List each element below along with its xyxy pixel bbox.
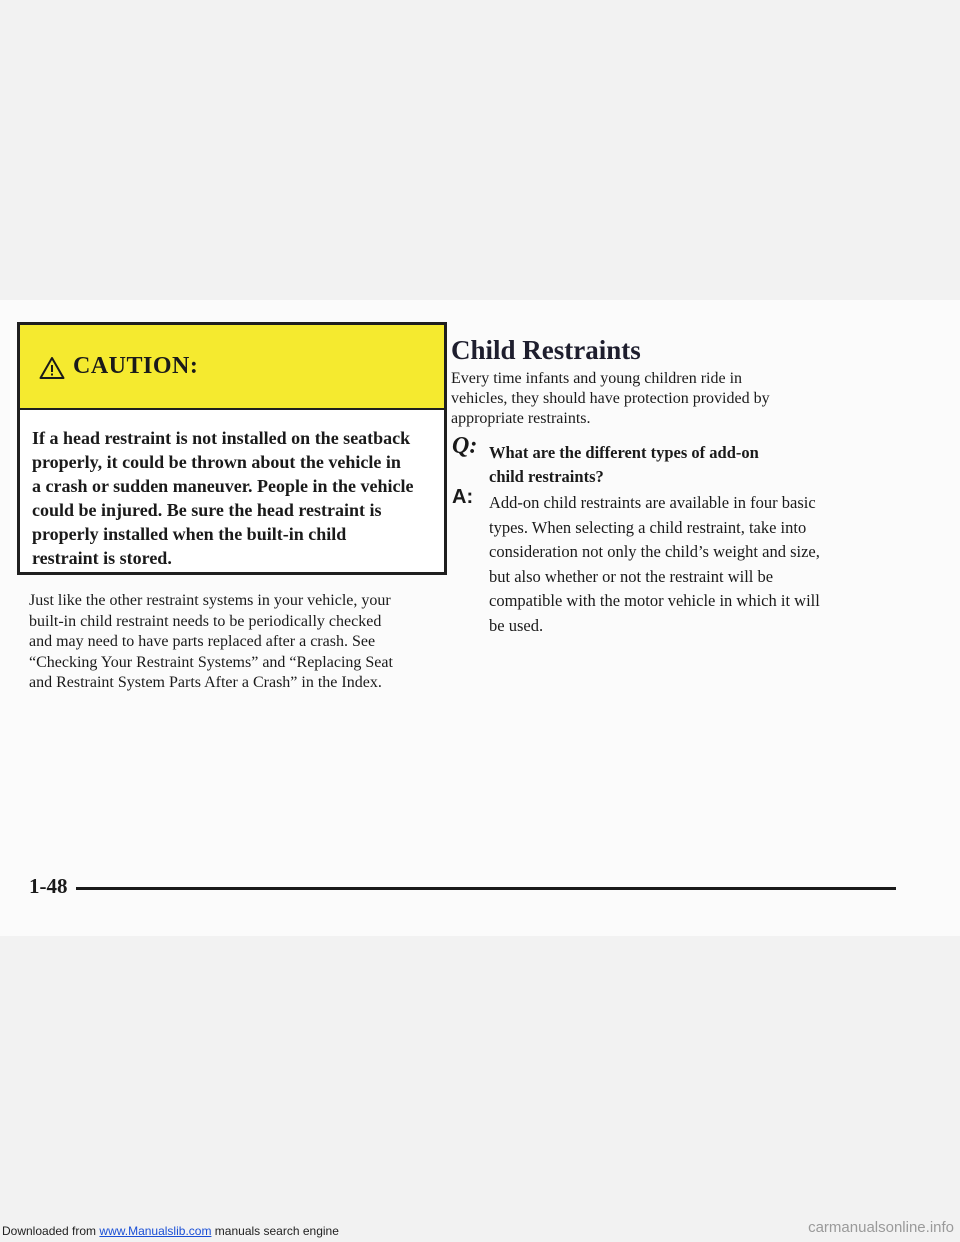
answer-line: Add-on child restraints are available in four basic — [489, 493, 816, 512]
download-suffix: manuals search engine — [214, 1224, 339, 1238]
section-heading: Child Restraints — [451, 335, 641, 365]
question-label: Q: — [452, 433, 478, 459]
intro-line: appropriate restraints. — [451, 410, 591, 427]
footer-rule — [76, 887, 896, 890]
answer-line: consideration not only the child’s weight and size, — [489, 542, 820, 561]
download-prefix: Downloaded from — [2, 1224, 97, 1238]
answer-line: types. When selecting a child restraint, take into — [489, 517, 807, 537]
caution-line: If a head restraint is not installed on the seatback — [32, 428, 411, 448]
restraint-maintenance-paragraph — [29, 591, 449, 694]
answer-line: be used. — [489, 615, 544, 635]
answer-label: A: — [452, 486, 474, 508]
paragraph-line: and may need to have parts replaced after a crash. See — [29, 633, 376, 650]
intro-line: vehicles, they should have protection provided by — [451, 390, 770, 407]
warning-triangle-icon — [39, 356, 65, 380]
section-intro — [451, 369, 911, 429]
download-bar — [2, 1224, 339, 1238]
paragraph-line: and Restraint System Parts After a Crash” in the Index. — [29, 674, 382, 691]
paragraph-line: Just like the other restraint systems in your vehicle, your — [29, 592, 391, 609]
caution-line: properly, it could be thrown about the vehicle in — [32, 452, 401, 472]
caution-title: CAUTION: — [73, 353, 199, 379]
question-line: child restraints? — [489, 467, 604, 486]
question-text — [489, 441, 759, 489]
answer-line: compatible with the motor vehicle in which it will — [489, 591, 820, 610]
caution-header — [20, 325, 444, 410]
caution-line: a crash or sudden maneuver. People in the vehicle — [32, 476, 414, 496]
watermark: carmanualsonline.info — [808, 1219, 954, 1236]
answer-line: but also whether or not the restraint will be — [489, 566, 774, 586]
page-number: 1-48 — [29, 874, 68, 898]
caution-box — [17, 322, 447, 575]
answer-text — [489, 491, 820, 638]
caution-text — [32, 426, 432, 570]
intro-line: Every time infants and young children ride in — [451, 370, 743, 387]
manualslib-link[interactable]: www.Manualslib.com — [99, 1224, 212, 1238]
caution-line: restraint is stored. — [32, 548, 172, 568]
caution-line: could be injured. Be sure the head restraint is — [32, 500, 382, 520]
paragraph-line: “Checking Your Restraint Systems” and “Replacing Seat — [29, 653, 393, 671]
manual-page — [0, 300, 960, 936]
caution-line: properly installed when the built-in child — [32, 524, 347, 544]
question-line: What are the different types of add-on — [489, 443, 759, 462]
paragraph-line: built-in child restraint needs to be periodically checked — [29, 612, 382, 630]
